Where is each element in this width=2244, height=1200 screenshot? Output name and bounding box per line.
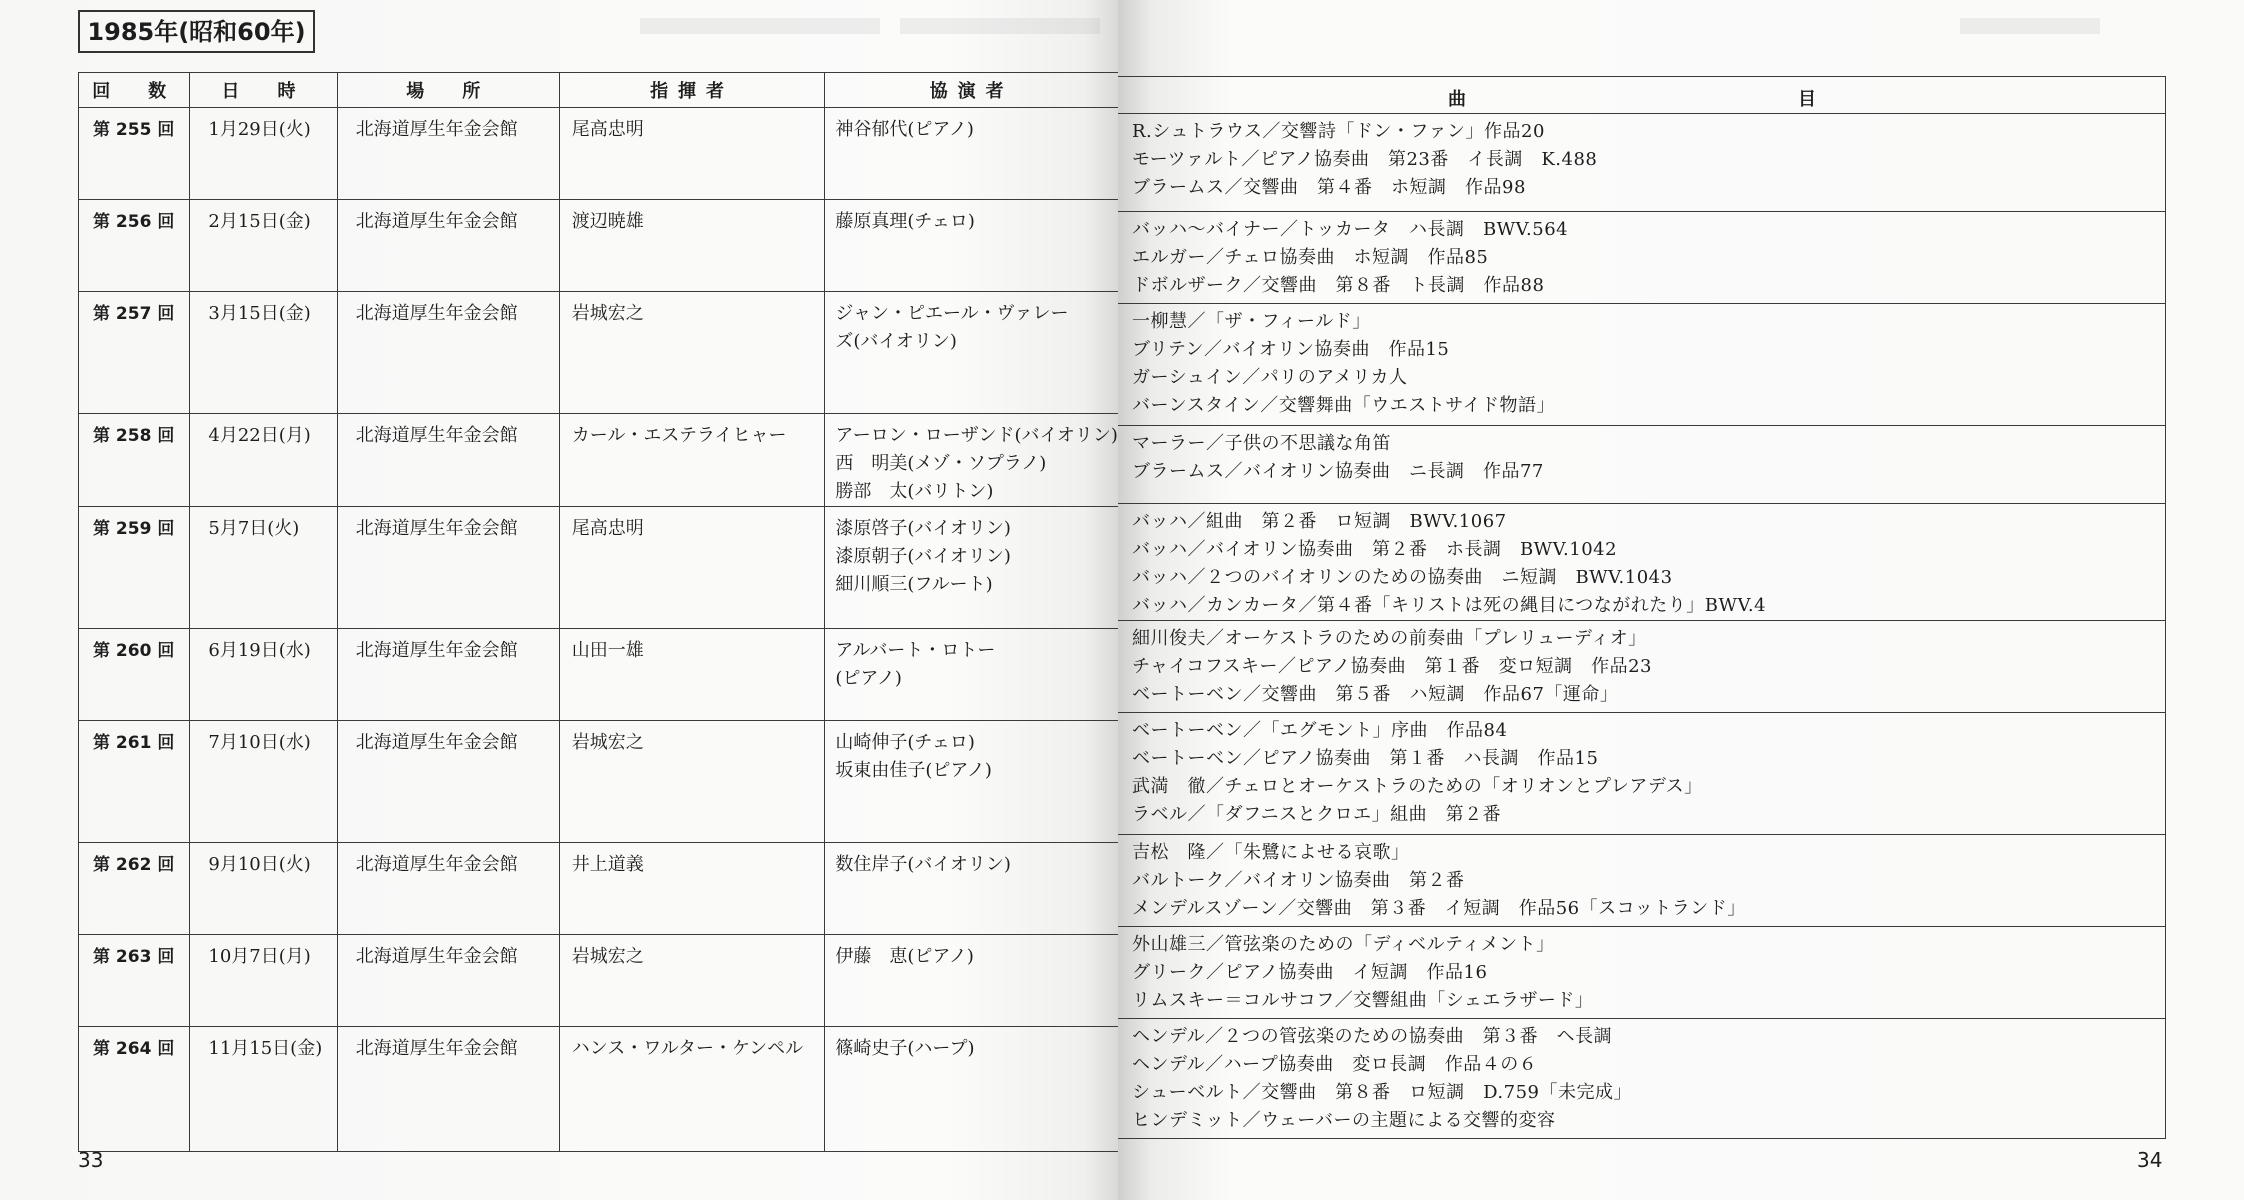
program-row (1118, 114, 2166, 212)
soloist-line: 西 明美(メゾ・ソプラノ) (835, 453, 1047, 474)
program-piece: エルガー／チェロ協奏曲 ホ短調 作品85 (1132, 247, 1489, 268)
concert-row (79, 414, 1119, 507)
program-piece: バーンスタイン／交響舞曲「ウエストサイド物語」 (1132, 395, 1555, 416)
concert-program (1118, 1019, 2166, 1139)
concert-soloists (825, 935, 1118, 1027)
concert-row (79, 200, 1119, 292)
page-number-right: 34 (2137, 1148, 2163, 1172)
concert-row (79, 292, 1119, 414)
program-piece: グリーク／ピアノ協奏曲 イ短調 作品16 (1132, 962, 1488, 983)
program-piece: ガーシュイン／パリのアメリカ人 (1132, 367, 1408, 388)
concert-venue: 北海道厚生年金会館 (337, 108, 559, 200)
soloist-line: 坂東由佳子(ピアノ) (835, 760, 992, 781)
concert-row (79, 1027, 1119, 1152)
concert-soloists (825, 843, 1118, 935)
program-row (1118, 835, 2166, 927)
program-row (1118, 212, 2166, 304)
concert-number: 第 259 回 (79, 507, 190, 629)
program-row (1118, 504, 2166, 621)
program-piece: バッハ／２つのバイオリンのための協奏曲 ニ短調 BWV.1043 (1132, 567, 1673, 588)
year-heading: 1985年(昭和60年) (78, 10, 315, 53)
program-piece: ヘンデル／２つの管弦楽のための協奏曲 第３番 ヘ長調 (1132, 1026, 1613, 1047)
concert-soloists (825, 721, 1118, 843)
concert-venue: 北海道厚生年金会館 (337, 629, 559, 721)
soloist-line: (ピアノ) (835, 668, 902, 689)
program-header-row (1118, 77, 2166, 114)
program-piece: バッハ／組曲 第２番 ロ短調 BWV.1067 (1132, 511, 1507, 532)
program-piece: ドボルザーク／交響曲 第８番 ト長調 作品88 (1132, 275, 1545, 296)
soloist-line: 伊藤 恵(ピアノ) (835, 946, 974, 967)
concert-conductor: 岩城宏之 (559, 721, 825, 843)
soloist-line: 山崎伸子(チェロ) (835, 732, 975, 753)
concert-row (79, 721, 1119, 843)
concert-date: 7月10日(水) (190, 721, 337, 843)
concert-program (1118, 927, 2166, 1019)
concert-venue: 北海道厚生年金会館 (337, 507, 559, 629)
concert-number: 第 262 回 (79, 843, 190, 935)
program-piece: 吉松 隆／「朱鷺によせる哀歌」 (1132, 842, 1410, 863)
program-piece: ブラームス／交響曲 第４番 ホ短調 作品98 (1132, 177, 1526, 198)
concert-number: 第 260 回 (79, 629, 190, 721)
concert-number: 第 258 回 (79, 414, 190, 507)
concert-venue: 北海道厚生年金会館 (337, 843, 559, 935)
program-piece: マーラー／子供の不思議な角笛 (1132, 433, 1391, 454)
program-piece: ヒンデミット／ウェーバーの主題による交響的変容 (1132, 1110, 1556, 1131)
concert-date: 5月7日(火) (190, 507, 337, 629)
concert-conductor: カール・エステライヒャー (559, 414, 825, 507)
concert-number: 第 263 回 (79, 935, 190, 1027)
header-conductor: 指揮者 (559, 73, 825, 108)
concert-venue: 北海道厚生年金会館 (337, 1027, 559, 1152)
concert-row (79, 935, 1119, 1027)
concert-row (79, 843, 1119, 935)
concert-number: 第 256 回 (79, 200, 190, 292)
concert-soloists (825, 629, 1118, 721)
concert-date: 10月7日(月) (190, 935, 337, 1027)
concert-venue: 北海道厚生年金会館 (337, 200, 559, 292)
program-piece: 細川俊夫／オーケストラのための前奏曲「プレリューディオ」 (1132, 628, 1647, 649)
soloist-line: 漆原啓子(バイオリン) (835, 518, 1011, 539)
concert-program (1118, 713, 2166, 835)
concert-info-table (78, 72, 1118, 1152)
concert-soloists (825, 108, 1118, 200)
soloist-line: 数住岸子(バイオリン) (835, 854, 1011, 875)
program-piece: ヘンデル／ハープ協奏曲 変ロ長調 作品４の６ (1132, 1054, 1538, 1075)
header-program-left: 曲 (1448, 89, 1466, 110)
soloist-line: ズ(バイオリン) (835, 331, 957, 352)
header-program-right: 目 (1798, 89, 1816, 110)
header-date: 日 時 (190, 73, 337, 108)
concert-date: 1月29日(火) (190, 108, 337, 200)
program-piece: バッハ／カンカータ／第４番「キリストは死の縄目につながれたり」BWV.4 (1132, 595, 1767, 616)
soloist-line: 細川順三(フルート) (835, 574, 993, 595)
concert-venue: 北海道厚生年金会館 (337, 414, 559, 507)
concert-number: 第 257 回 (79, 292, 190, 414)
concert-program (1118, 426, 2166, 504)
program-row (1118, 927, 2166, 1019)
concert-date: 9月10日(火) (190, 843, 337, 935)
concert-conductor: 尾高忠明 (559, 108, 825, 200)
concert-soloists (825, 292, 1118, 414)
concert-row (79, 629, 1119, 721)
concert-soloists (825, 507, 1118, 629)
program-piece: ベートーベン／交響曲 第５番 ハ短調 作品67「運命」 (1132, 684, 1619, 705)
program-row (1118, 621, 2166, 713)
concert-soloists (825, 200, 1118, 292)
concert-number: 第 255 回 (79, 108, 190, 200)
program-piece: ベートーベン／ピアノ協奏曲 第１番 ハ長調 作品15 (1132, 748, 1599, 769)
program-piece: メンデルスゾーン／交響曲 第３番 イ短調 作品56「スコットランド」 (1132, 898, 1746, 919)
program-row (1118, 713, 2166, 835)
header-program (1118, 77, 2166, 114)
program-piece: チャイコフスキー／ピアノ協奏曲 第１番 変ロ短調 作品23 (1132, 656, 1652, 677)
concert-date: 2月15日(金) (190, 200, 337, 292)
concert-venue: 北海道厚生年金会館 (337, 721, 559, 843)
concert-row (79, 108, 1119, 200)
concert-number: 第 264 回 (79, 1027, 190, 1152)
program-row (1118, 426, 2166, 504)
program-piece: ラベル／「ダフニスとクロエ」組曲 第２番 (1132, 804, 1502, 825)
soloist-line: ジャン・ピエール・ヴァレー (835, 303, 1069, 324)
concert-row (79, 507, 1119, 629)
concert-conductor: 井上道義 (559, 843, 825, 935)
concert-program (1118, 212, 2166, 304)
soloist-line: 勝部 太(バリトン) (835, 481, 994, 502)
table-header-row (79, 73, 1119, 108)
program-piece: ブリテン／バイオリン協奏曲 作品15 (1132, 339, 1450, 360)
concert-conductor: 岩城宏之 (559, 292, 825, 414)
program-piece: 武満 徹／チェロとオーケストラのための「オリオンとプレアデス」 (1132, 776, 1703, 797)
concert-conductor: 渡辺暁雄 (559, 200, 825, 292)
concert-date: 4月22日(月) (190, 414, 337, 507)
concert-conductor: ハンス・ワルター・ケンペル (559, 1027, 825, 1152)
header-soloists: 協演者 (825, 73, 1118, 108)
soloist-line: 藤原真理(チェロ) (835, 211, 975, 232)
page-number-left: 33 (78, 1148, 104, 1172)
header-venue: 場 所 (337, 73, 559, 108)
concert-venue: 北海道厚生年金会館 (337, 935, 559, 1027)
concert-date: 6月19日(水) (190, 629, 337, 721)
program-piece: シューベルト／交響曲 第８番 ロ短調 D.759「未完成」 (1132, 1082, 1633, 1103)
concert-soloists (825, 414, 1118, 507)
program-row (1118, 304, 2166, 426)
concert-program (1118, 621, 2166, 713)
concert-program (1118, 304, 2166, 426)
soloist-line: アルバート・ロトー (835, 640, 996, 661)
program-piece: バルトーク／バイオリン協奏曲 第２番 (1132, 870, 1465, 891)
program-piece: R.シュトラウス／交響詩「ドン・ファン」作品20 (1132, 121, 1545, 142)
concert-conductor: 尾高忠明 (559, 507, 825, 629)
concert-number: 第 261 回 (79, 721, 190, 843)
concert-program (1118, 835, 2166, 927)
concert-soloists (825, 1027, 1118, 1152)
concert-conductor: 山田一雄 (559, 629, 825, 721)
program-piece: 一柳慧／「ザ・フィールド」 (1132, 311, 1371, 332)
soloist-line: 漆原朝子(バイオリン) (835, 546, 1011, 567)
concert-conductor: 岩城宏之 (559, 935, 825, 1027)
soloist-line: アーロン・ローザンド(バイオリン) (835, 425, 1118, 446)
program-piece: バッハ／バイオリン協奏曲 第２番 ホ長調 BWV.1042 (1132, 539, 1618, 560)
concert-program (1118, 504, 2166, 621)
program-piece: ブラームス／バイオリン協奏曲 ニ長調 作品77 (1132, 461, 1544, 482)
header-number: 回 数 (79, 73, 190, 108)
program-piece: リムスキー＝コルサコフ／交響組曲「シェエラザード」 (1132, 990, 1594, 1011)
program-piece: 外山雄三／管弦楽のための「ディベルティメント」 (1132, 934, 1555, 955)
soloist-line: 篠崎史子(ハープ) (835, 1038, 975, 1059)
concert-date: 11月15日(金) (190, 1027, 337, 1152)
program-piece: バッハ～バイナー／トッカータ ハ長調 BWV.564 (1132, 219, 1569, 240)
program-piece: モーツァルト／ピアノ協奏曲 第23番 イ長調 K.488 (1132, 149, 1598, 170)
concert-program (1118, 114, 2166, 212)
program-table (1118, 76, 2166, 1139)
program-row (1118, 1019, 2166, 1139)
program-piece: ベートーベン／「エグモント」序曲 作品84 (1132, 720, 1508, 741)
soloist-line: 神谷郁代(ピアノ) (835, 119, 974, 140)
concert-venue: 北海道厚生年金会館 (337, 292, 559, 414)
concert-date: 3月15日(金) (190, 292, 337, 414)
